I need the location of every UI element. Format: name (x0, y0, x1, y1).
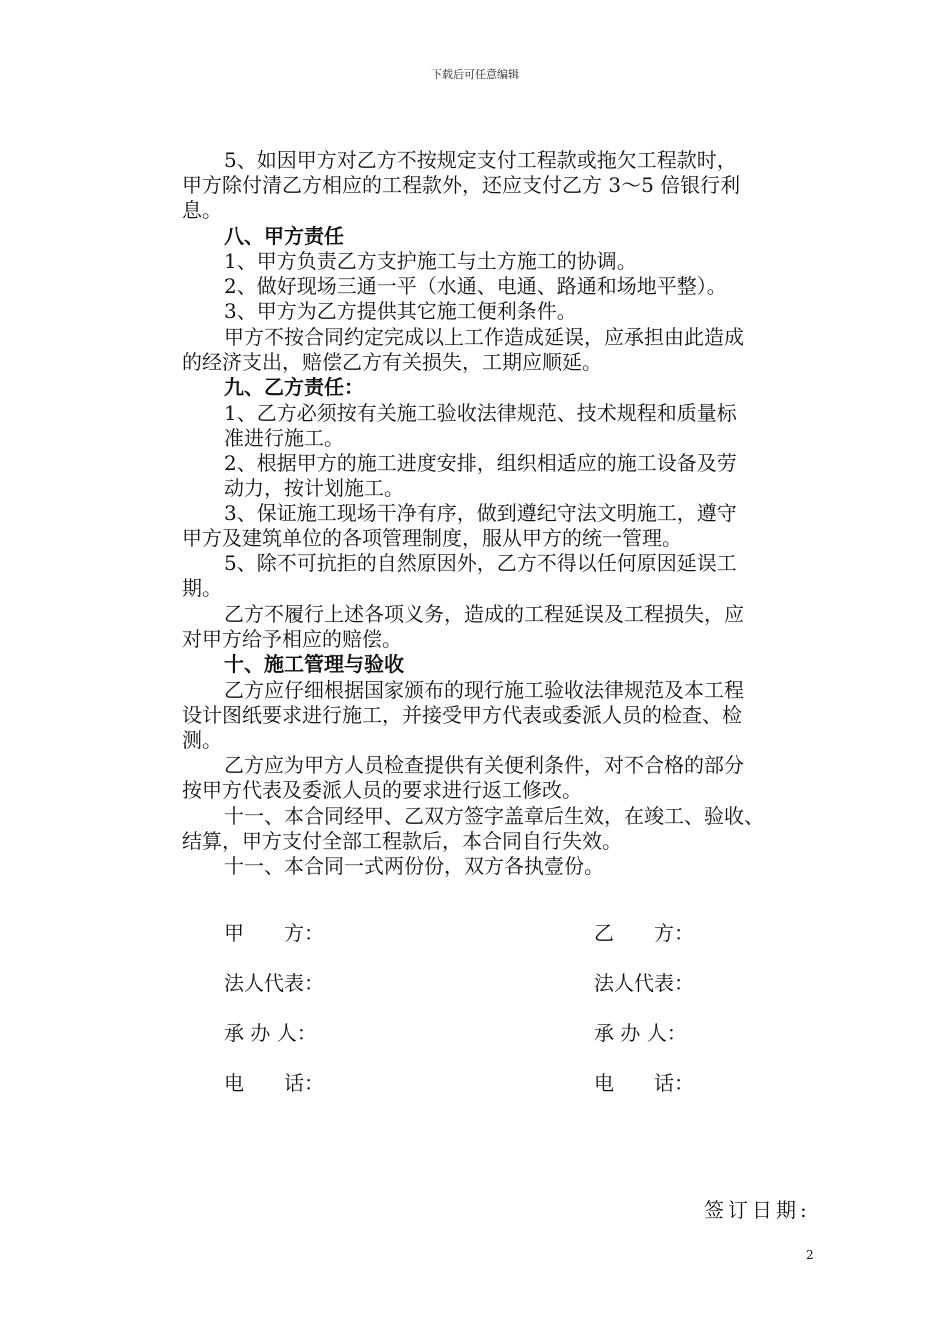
signature-label-left: 法人代表： (224, 971, 324, 995)
body-line: 设计图纸要求进行施工，并接受甲方代表或委派人员的检查、检 (182, 703, 742, 727)
body-line: 动力，按计划施工。 (224, 476, 404, 500)
page-number: 2 (806, 1248, 814, 1262)
signature-label-left: 承 办 人： (224, 1021, 317, 1045)
signature-label-right: 承 办 人： (594, 1021, 687, 1045)
body-line: 息。 (182, 198, 222, 222)
body-line: 期。 (182, 576, 222, 600)
signature-label-right: 电 话： (594, 1071, 694, 1095)
section-heading: 八、甲方责任 (224, 224, 344, 248)
body-line: 乙方不履行上述各项义务，造成的工程延误及工程损失，应 (224, 602, 744, 626)
body-line: 按甲方代表及委派人员的要求进行返工修改。 (182, 778, 582, 802)
body-line: 对甲方给予相应的赔偿。 (182, 627, 402, 651)
body-line: 十一、本合同一式两份份，双方各执壹份。 (224, 854, 604, 878)
body-line: 1、乙方必须按有关施工验收法律规范、技术规程和质量标 (224, 401, 737, 425)
signature-label-left: 甲 方： (224, 921, 324, 945)
body-line: 3、甲方为乙方提供其它施工便利条件。 (224, 299, 577, 323)
signature-label-right: 法人代表： (594, 971, 694, 995)
section-heading: 九、乙方责任： (224, 375, 364, 399)
signature-label-right: 乙 方： (594, 921, 694, 945)
body-line: 结算，甲方支付全部工程款后，本合同自行失效。 (182, 829, 622, 853)
body-line: 乙方应仔细根据国家颁布的现行施工验收法律规范及本工程 (224, 678, 744, 702)
body-line: 2、根据甲方的施工进度安排，组织相适应的施工设备及劳 (224, 451, 737, 475)
body-line: 十一、本合同经甲、乙双方签字盖章后生效，在竣工、验收、 (224, 804, 764, 828)
body-line: 2、做好现场三通一平（水通、电通、路通和场地平整）。 (224, 274, 727, 298)
signature-label-left: 电 话： (224, 1071, 324, 1095)
body-line: 测。 (182, 728, 222, 752)
sign-date-label: 签订日期: (704, 1198, 811, 1222)
body-line: 5、除不可抗拒的自然原因外，乙方不得以任何原因延误工 (224, 551, 737, 575)
body-line: 3、保证施工现场干净有序，做到遵纪守法文明施工，遵守 (224, 501, 737, 525)
body-line: 的经济支出，赔偿乙方有关损失，工期应顺延。 (182, 350, 602, 374)
section-heading: 十、施工管理与验收 (224, 652, 404, 676)
body-line: 甲方除付清乙方相应的工程款外，还应支付乙方 3～5 倍银行利 (182, 173, 741, 197)
body-line: 5、如因甲方对乙方不按规定支付工程款或拖欠工程款时， (224, 148, 737, 172)
body-line: 乙方应为甲方人员检查提供有关便利条件，对不合格的部分 (224, 753, 744, 777)
body-line: 甲方及建筑单位的各项管理制度，服从甲方的统一管理。 (182, 526, 682, 550)
body-line: 1、甲方负责乙方支护施工与土方施工的协调。 (224, 249, 637, 273)
body-line: 准进行施工。 (224, 426, 344, 450)
page-header: 下载后可任意编辑 (431, 68, 519, 81)
body-line: 甲方不按合同约定完成以上工作造成延误，应承担由此造成 (224, 325, 744, 349)
